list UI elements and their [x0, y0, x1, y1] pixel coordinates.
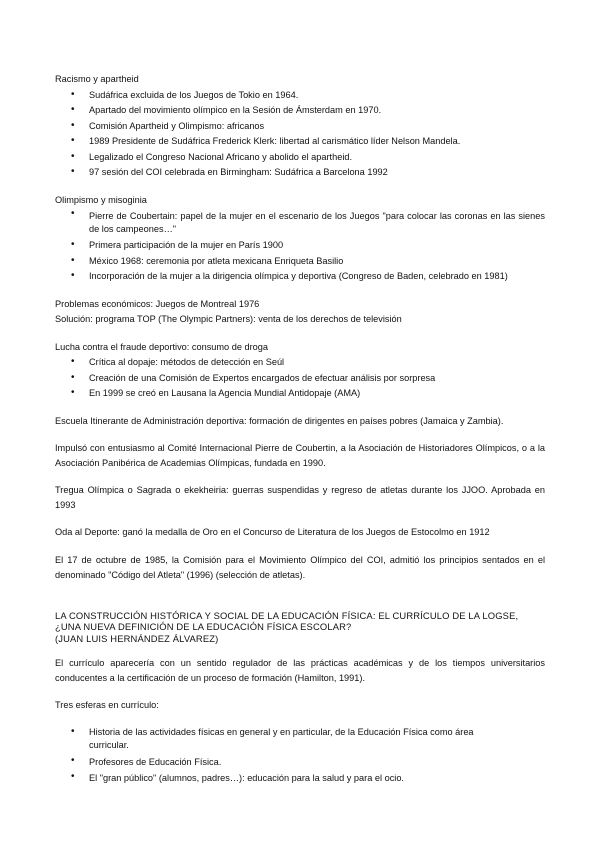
section-heading-fraude: Lucha contra el fraude deportivo: consumo de droga [55, 341, 268, 352]
article-author: (JUAN LUIS HERNÁNDEZ ÁLVAREZ) [55, 632, 219, 644]
list-item: • En 1999 se creó en Lausana la Agencia Mundial Antidopaje (AMA) [55, 386, 545, 402]
list-spheres [55, 726, 545, 787]
list-item: • Apartado del movimiento olímpico en la Sesión de Ámsterdam en 1970. [55, 103, 545, 119]
list-item: • El "gran público" (alumnos, padres…): educación para la salud y para el ocio. [55, 770, 545, 787]
document-body [55, 72, 545, 787]
list-item: • 1989 Presidente de Sudáfrica Frederick Klerk: libertad al carismático líder Nelson Mandela. [55, 134, 545, 150]
list-item: • Incorporación de la mujer a la dirigencia olímpica y deportiva (Congreso de Baden, celebrado en 1981) [55, 269, 545, 285]
list-fraude [55, 355, 545, 402]
list-item: • Pierre de Coubertain: papel de la mujer en el escenario de los Juegos "para colocar las coronas en las sienes de los campeones…" [55, 208, 545, 238]
section-heading-racismo: Racismo y apartheid [55, 74, 139, 84]
paragraph: Tregua Olímpica o Sagrada o ekekheiria: guerras suspendidas y regreso de atletas durante los JJOO. Aprobada en 1993 [55, 485, 545, 510]
list-item: • Crítica al dopaje: métodos de detección en Seúl [55, 355, 545, 371]
article-intro: El currículo aparecería con un sentido regulador de las prácticas académicas y de los tiempos universitarios conducentes a la certificación de un proceso de formación (Hamilton, 1991). [55, 658, 545, 683]
economic-problems-line: Problemas económicos: Juegos de Montreal 1976 [55, 298, 260, 309]
section-heading-misoginia: Olimpismo y misoginia [55, 194, 147, 205]
paragraph: Escuela Itinerante de Administración deportiva: formación de dirigentes en países pobres (Jamaica y Zambia). [55, 415, 504, 426]
article-title-line-1: LA CONSTRUCCIÓN HISTÓRICA Y SOCIAL DE LA EDUCACIÓN FÍSICA: EL CURRÍCULO DE LA LOGSE, [55, 609, 519, 621]
paragraph: Oda al Deporte: ganó la medalla de Oro en el Concurso de Literatura de los Juegos de Estocolmo en 1912 [55, 527, 490, 537]
list-item: • Legalizado el Congreso Nacional Africano y abolido el apartheid. [55, 150, 545, 166]
list-item: • Sudáfrica excluida de los Juegos de Tokio en 1964. [55, 88, 545, 104]
solution-line: Solución: programa TOP (The Olympic Partners): venta de los derechos de televisión [55, 314, 402, 324]
list-racismo [55, 88, 545, 181]
spheres-heading: Tres esferas en currículo: [55, 700, 159, 710]
list-item: • México 1968: ceremonia por atleta mexicana Enriqueta Basilio [55, 254, 545, 270]
list-item: • 97 sesión del COI celebrada en Birmingham: Sudáfrica a Barcelona 1992 [55, 165, 545, 181]
paragraph: Impulsó con entusiasmo al Comité Internacional Pierre de Coubertin, a la Asociación de Historiadores Olímpicos, o a la Asociación Panibérica de Academias Olímpicas, fundada en 1990. [55, 443, 545, 468]
article-title-line-2: ¿UNA NUEVA DEFINICIÓN DE LA EDUCACIÓN FÍSICA ESCOLAR? [55, 621, 352, 632]
list-item: • Historia de las actividades físicas en general y en particular, de la Educación Física como área curricular. [55, 726, 545, 754]
list-item: • Profesores de Educación Física. [55, 754, 545, 771]
list-item: • Comisión Apartheid y Olimpismo: africanos [55, 119, 545, 135]
paragraph: El 17 de octubre de 1985, la Comisión para el Movimiento Olímpico del COI, admitió los principios sentados en el denominado "Código del Atleta" (1996) (selección de atletas). [55, 554, 545, 580]
list-item: • Primera participación de la mujer en París 1900 [55, 238, 545, 254]
list-misoginia [55, 208, 545, 285]
list-item: • Creación de una Comisión de Expertos encargados de efectuar análisis por sorpresa [55, 371, 545, 387]
